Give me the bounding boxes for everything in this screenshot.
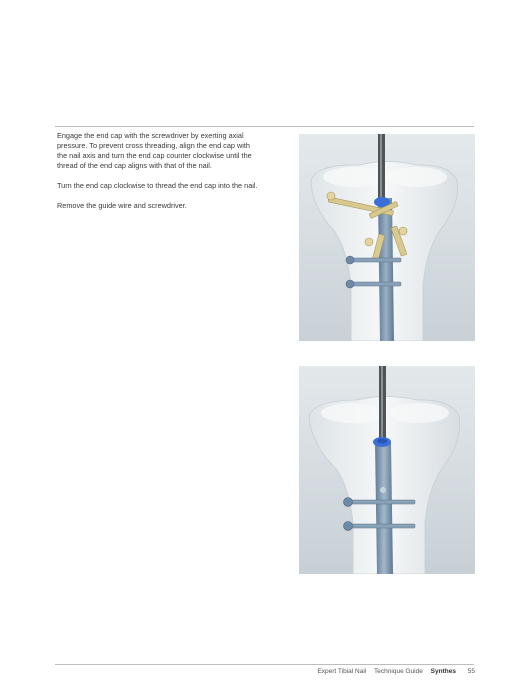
footer-product: Expert Tibial Nail (317, 668, 367, 675)
end-cap-threaded-illustration (299, 366, 475, 574)
instruction-text (57, 131, 262, 221)
footer-brand: Synthes (430, 668, 456, 675)
end-cap-engagement-illustration (299, 134, 475, 341)
step-paragraph-2: Turn the end cap clockwise to thread the end cap into the nail. (57, 181, 258, 190)
top-rule (55, 126, 474, 127)
page-footer (311, 668, 475, 675)
tibia-nail-drawing-1 (299, 134, 475, 341)
tibia-nail-drawing-2 (299, 366, 475, 574)
step-paragraph-1: Engage the end cap with the screwdriver by exerting axial pressure. To prevent cross threading, align the end cap with the nail axis and turn the end cap counter clockwise until the thread of the end cap aligns with that of the nail. (57, 131, 252, 170)
bottom-rule (55, 664, 474, 665)
footer-document: Technique Guide (374, 668, 423, 675)
page-number: 55 (467, 668, 475, 675)
step-paragraph-3: Remove the guide wire and screwdriver. (57, 201, 187, 210)
